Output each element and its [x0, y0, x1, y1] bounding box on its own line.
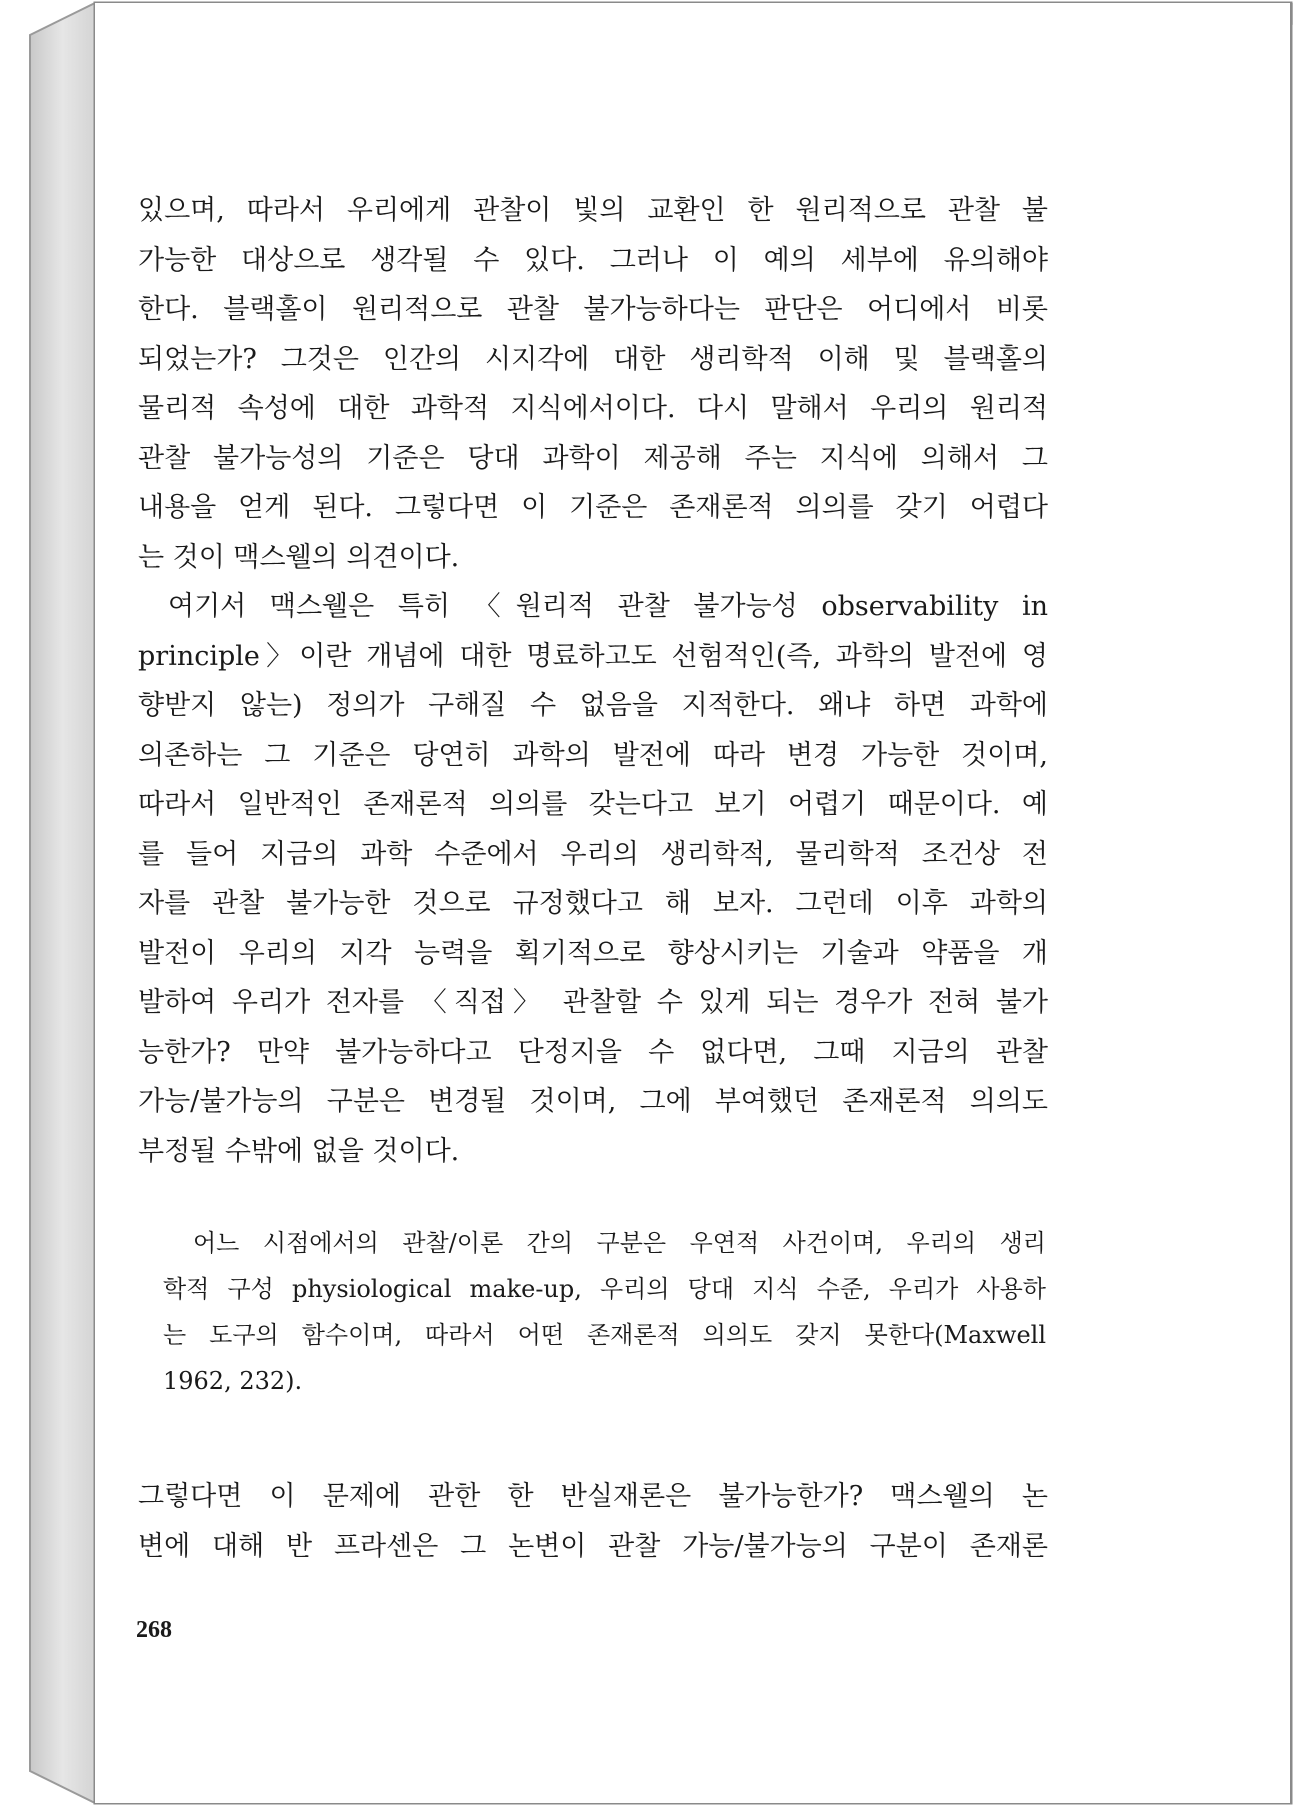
- text-line: 되었는가? 그것은 인간의 시지각에 대한 생리학적 이해 및 블랙홀의: [138, 343, 1048, 375]
- text-line: 변에 대해 반 프라센은 그 논변이 관찰 가능/불가능의 구분이 존재론: [138, 1530, 1048, 1562]
- quote-line: 는 도구의 함수이며, 따라서 어떤 존재론적 의의도 갖지 못한다(Maxwell: [163, 1321, 1046, 1349]
- text-line: 발하여 우리가 전자를 〈직접〉 관찰할 수 있게 되는 경우가 전혀 불가: [138, 987, 1048, 1018]
- text-line: 관찰 불가능성의 기준은 당대 과학이 제공해 주는 지식에 의해서 그: [138, 442, 1048, 474]
- continuation-text: [138, 1472, 1048, 1571]
- text-line: 자를 관찰 불가능한 것으로 규정했다고 해 보자. 그런데 이후 과학의: [138, 888, 1048, 919]
- block-quote: [163, 1220, 1046, 1404]
- quote-line: 학적 구성 physiological make-up, 우리의 당대 지식 수준, 우리가 사용하: [163, 1275, 1046, 1303]
- text-line: 그렇다면 이 문제에 관한 한 반실재론은 불가능한가? 맥스웰의 논: [138, 1481, 1048, 1512]
- text-line: 를 들어 지금의 과학 수준에서 우리의 생리학적, 물리학적 조건상 전: [138, 838, 1048, 870]
- main-text: [138, 186, 1048, 1176]
- text-line: principle〉이란 개념에 대한 명료하고도 선험적인(즉, 과학의 발전에 영: [138, 640, 1048, 672]
- quote-line: 1962, 232).: [163, 1367, 303, 1395]
- text-line: 따라서 일반적인 존재론적 의의를 갖는다고 보기 어렵기 때문이다. 예: [138, 789, 1048, 820]
- text-line: 가능/불가능의 구분은 변경될 것이며, 그에 부여했던 존재론적 의의도: [138, 1086, 1048, 1117]
- text-line: 내용을 얻게 된다. 그렇다면 이 기준은 존재론적 의의를 갖기 어렵다: [138, 492, 1048, 523]
- text-line: 여기서 맥스웰은 특히 〈원리적 관찰 불가능성 observability in: [168, 591, 1048, 622]
- text-line: 부정될 수밖에 없을 것이다.: [138, 1135, 460, 1167]
- text-line: 는 것이 맥스웰의 의견이다.: [138, 541, 460, 573]
- quote-line: 어느 시점에서의 관찰/이론 간의 구분은 우연적 사건이며, 우리의 생리: [193, 1229, 1046, 1257]
- text-line: 한다. 블랙홀이 원리적으로 관찰 불가능하다는 판단은 어디에서 비롯: [138, 294, 1048, 325]
- text-line: 능한가? 만약 불가능하다고 단정지을 수 없다면, 그때 지금의 관찰: [138, 1036, 1048, 1068]
- text-line: 향받지 않는) 정의가 구해질 수 없음을 지적한다. 왜냐 하면 과학에: [138, 690, 1048, 721]
- text-line: 발전이 우리의 지각 능력을 획기적으로 향상시키는 기술과 약품을 개: [138, 937, 1048, 969]
- text-line: 가능한 대상으로 생각될 수 있다. 그러나 이 예의 세부에 유의해야: [138, 244, 1048, 276]
- page-number: 268: [136, 1617, 172, 1643]
- text-line: 의존하는 그 기준은 당연히 과학의 발전에 따라 변경 가능한 것이며,: [138, 739, 1048, 771]
- text-line: 있으며, 따라서 우리에게 관찰이 빛의 교환인 한 원리적으로 관찰 불: [138, 195, 1048, 226]
- text-line: 물리적 속성에 대한 과학적 지식에서이다. 다시 말해서 우리의 원리적: [138, 393, 1048, 424]
